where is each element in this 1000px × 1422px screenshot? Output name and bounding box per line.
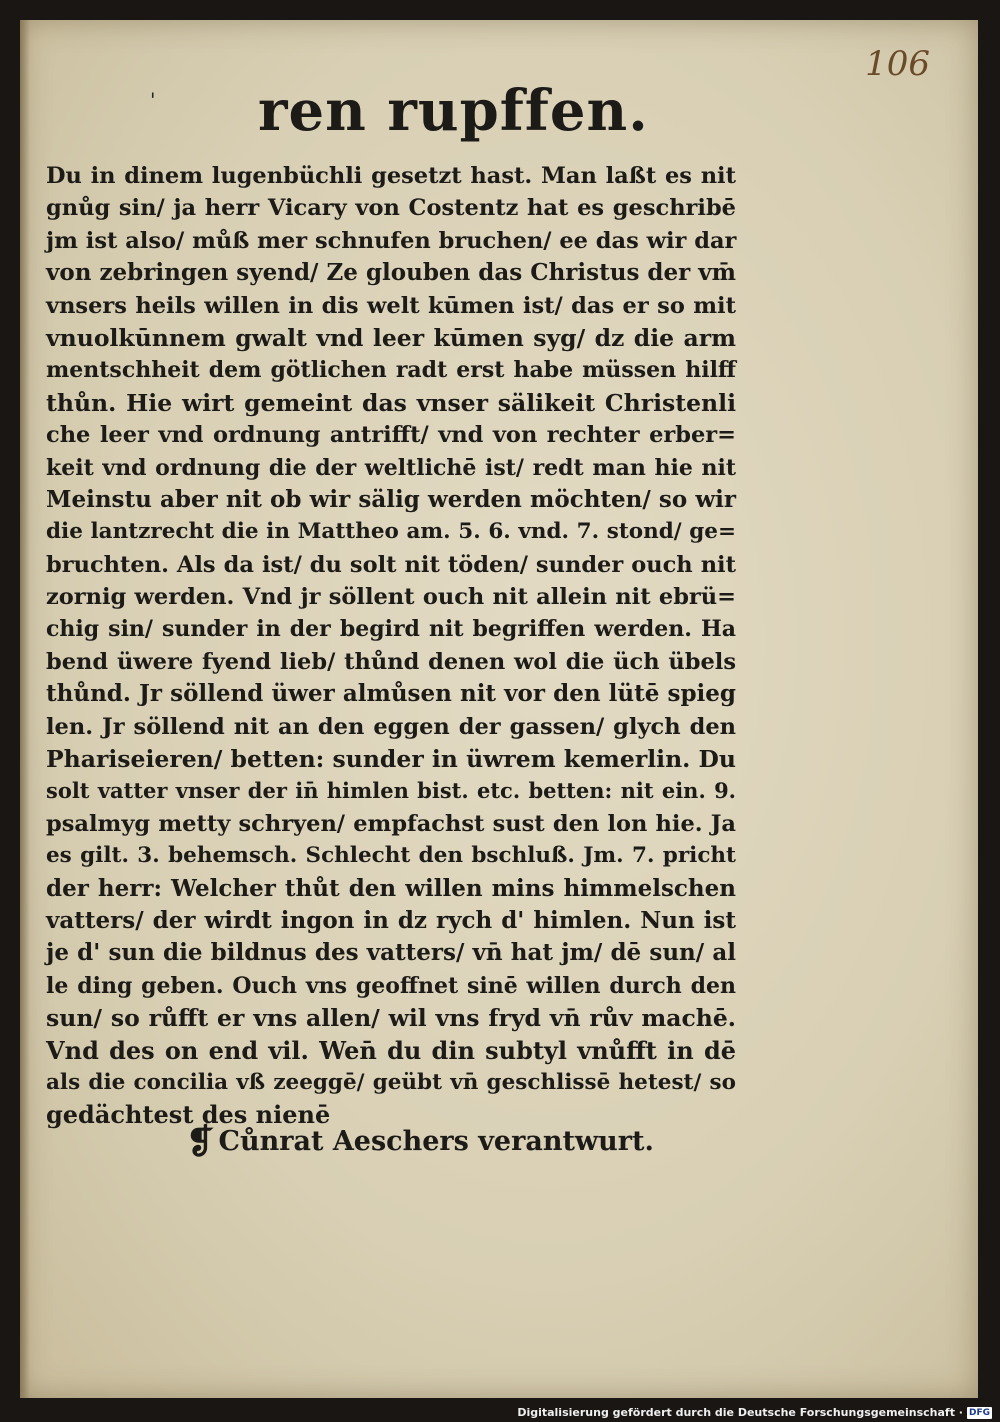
text-line: vnuolkūnnem gwalt vnd leer kūmen syg/ dz die arm [46,323,736,352]
digitization-footer [517,1406,992,1419]
text-line: Vnd des on end vil. Wen̄ du din subtyl vnůfft in dē [46,1035,736,1065]
section-closing-heading [186,1122,654,1162]
footer-credit: Digitalisierung gefördert durch die Deutsche Forschungsgemeinschaft · [517,1406,963,1419]
text-line: gedächtest des nienē [46,1100,331,1130]
text-line: bruchten. Als da ist/ du solt nit töden/ sunder ouch nit [46,551,736,578]
text-line: bend üwere fyend lieb/ thůnd denen wol die üch übels [46,648,736,675]
text-line: vnsers heils willen in dis welt kūmen ist/ das er so mit [46,292,736,319]
pilcrow-icon: ❡ [186,1122,215,1162]
text-line: keit vnd ordnung die der weltlichē ist/ redt man hie nit [46,454,736,481]
text-line: solt vatter vnser der in̄ himlen bist. etc. betten: nit ein. 9. [46,778,736,804]
text-line: die lantzrecht die in Mattheo am. 5. 6. vnd. 7. stond/ ge= [46,519,736,545]
text-line: mentschheit dem götlichen radt erst habe müssen hilff [46,357,736,384]
text-line: psalmyg metty schryen/ empfachst sust den lon hie. Ja [46,810,736,837]
text-line: Meinstu aber nit ob wir sälig werden möchten/ so wir [46,485,736,513]
text-line: vatters/ der wirdt ingon in dz rych d' himlen. Nun ist [46,906,736,934]
closing-text: Cůnrat Aeschers verantwurt. [218,1126,654,1157]
text-line: len. Jr söllend nit an den eggen der gassen/ glych den [46,713,736,740]
text-line: che leer vnd ordnung antrifft/ vnd von rechter erber= [46,422,736,449]
text-line: le ding geben. Ouch vns geoffnet sinē willen durch den [46,972,736,999]
page-heading: ren rupffen. [258,78,649,144]
page-gutter-shadow [20,20,30,1398]
text-line: thůn. Hie wirt gemeint das vnser sälikeit Christenli [46,388,736,417]
text-line: es gilt. 3. behemsch. Schlecht den bschluß. Jm. 7. pricht [46,843,736,869]
text-line: als die concilia vß zeeggē/ geübt vn̄ geschlissē hetest/ so [46,1069,736,1095]
text-line: sun/ so růfft er vns allen/ wil vns fryd vn̄ rův machē. [46,1004,736,1033]
text-line: Du in dinem lugenbüchli gesetzt hast. Man laßt es nit [46,163,736,189]
text-line: thůnd. Jr söllend üwer almůsen nit vor den lütē spieg [46,680,736,708]
margin-mark: ' [150,88,156,112]
folio-number: 106 [865,44,930,84]
text-line: der herr: Welcher thůt den willen mins himmelschen [46,874,736,902]
dfg-logo-icon: DFG [968,1407,990,1418]
text-body [46,160,736,1132]
text-line: chig sin/ sunder in der begird nit begriffen werden. Ha [46,616,736,643]
text-line: Phariseieren/ betten: sunder in üwrem kemerlin. Du [46,745,736,774]
text-line: je d' sun die bildnus des vatters/ vn̄ hat jm/ dē sun/ al [46,939,736,967]
text-line: von zebringen syend/ Ze glouben das Christus der vm̄ [46,259,736,287]
text-line: gnůg sin/ ja herr Vicary von Costentz hat es geschribē [46,195,736,222]
text-line: jm ist also/ můß mer schnufen bruchen/ ee das wir dar [46,227,737,254]
text-line: zornig werden. Vnd jr söllent ouch nit allein nit ebrü= [46,584,736,611]
